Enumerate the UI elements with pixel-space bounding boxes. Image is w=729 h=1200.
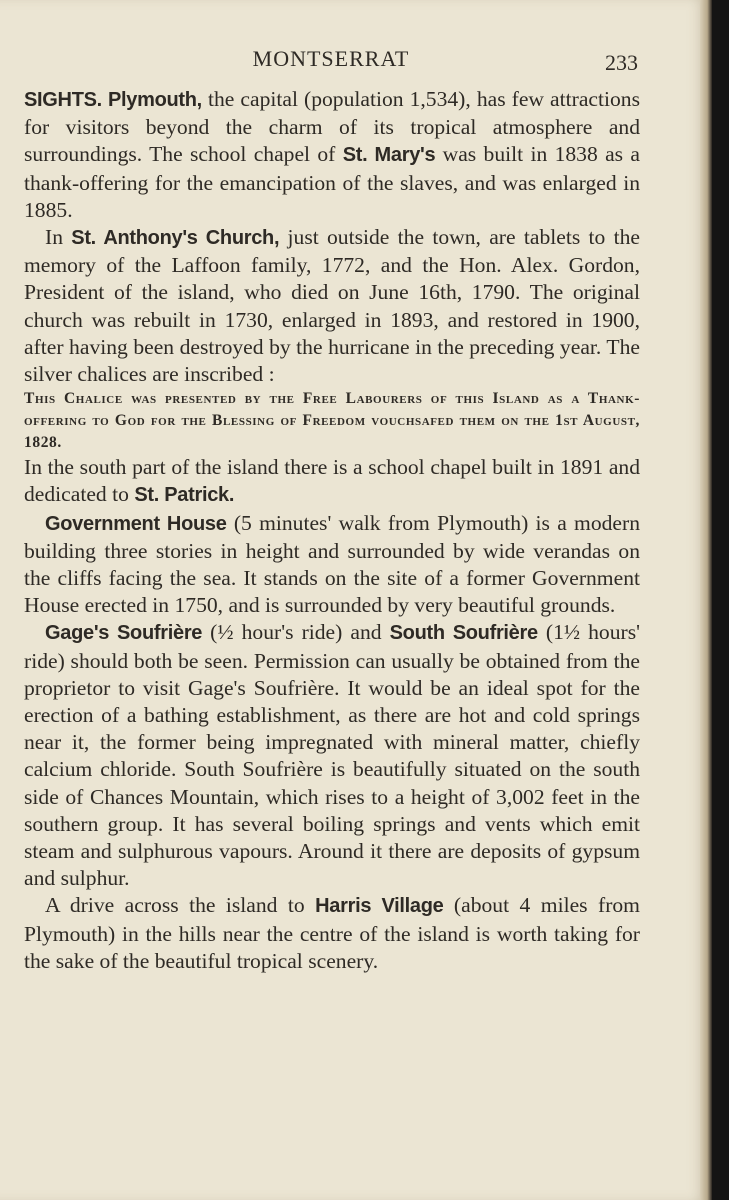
place-gages-soufriere: Gage's Soufrière — [45, 622, 203, 645]
paragraph-soufriere — [24, 619, 640, 892]
running-header — [24, 44, 638, 78]
paragraph-text: (½ hour's ride) and — [202, 620, 390, 645]
page-number: 233 — [605, 50, 638, 75]
paragraph-text: (5 minutes' walk from Plymouth) is a modern building three stories in height and surrounded by wide verandas on the cliffs facing the sea. It stands on the site of a former Government House erected in 1750, and is surrounded by very beautiful grounds. — [24, 510, 641, 618]
place-st-patrick: St. Patrick. — [134, 484, 235, 507]
body-text — [24, 86, 640, 975]
running-title: MONTSERRAT — [252, 46, 410, 71]
paragraph-text: In the south part of the island there is a school chapel built in 1891 and dedicated to — [24, 455, 640, 507]
place-harris-village: Harris Village — [315, 895, 444, 918]
paragraph-government-house — [24, 510, 640, 620]
paragraph-sights — [24, 86, 640, 224]
paragraph-text: (1½ hours' ride) should both be seen. Permission can usually be obtained from the proprietor to visit Gage's Soufrière. It would be an ideal spot for the erection of a bathing establishment, as there are hot and cold springs near it, the former being impregnated with mineral matter, chiefly calcium chloride. South Soufrière is beautifully situated on the south side of Chances Mountain, which rises to a height of 3,002 feet in the southern group. It has several boiling springs and vents which emit steam and sulphurous vapours. Around it there are deposits of gypsum and sulphur. — [24, 620, 640, 891]
paragraph-text: was built in 1838 as a thank-offering for the emancipation of the slaves, and was enlarged in 1885. — [24, 142, 640, 222]
page-edge — [700, 0, 712, 1200]
paragraph-st-anthonys — [24, 224, 640, 388]
paragraph-text: the capital (population 1,534), has few attractions for visitors beyond the charm of its tropical atmosphere and surroundings. The school chapel of — [24, 87, 640, 167]
place-st-marys: St. Mary's — [342, 144, 436, 167]
heading-sights: SIGHTS. — [24, 89, 102, 111]
paragraph-text: (about 4 miles from Plymouth) in the hills near the centre of the island is worth taking for the sake of the beautiful tropical scenery. — [24, 893, 640, 973]
paragraph-st-patrick — [24, 454, 640, 509]
place-plymouth: Plymouth, — [107, 89, 202, 111]
paragraph-harris-village — [24, 892, 640, 975]
paragraph-text: A drive across the island to — [45, 893, 316, 918]
place-st-anthonys-church: St. Anthony's Church, — [71, 227, 280, 250]
place-government-house: Government House — [45, 512, 227, 535]
paragraph-text: In — [45, 225, 72, 250]
place-south-soufriere: South Soufrière — [389, 622, 538, 645]
paragraph-text: just outside the town, are tablets to the memory of the Laffoon family, 1772, and the Hon. Alex. Gordon, President of the island, who died on June 16th, 1790. The original church was rebuilt in 1730, enlarged in 1893, and restored in 1900, after having been destroyed by the hurricane in the preceding year. The silver chalices are inscribed : — [24, 225, 640, 387]
chalice-inscription: This Chalice was presented by the Free Labourers of this Island as a Thank-offering to God for the Blessing of Freedom vouchsafed them on the 1st August, 1828. — [24, 390, 640, 452]
